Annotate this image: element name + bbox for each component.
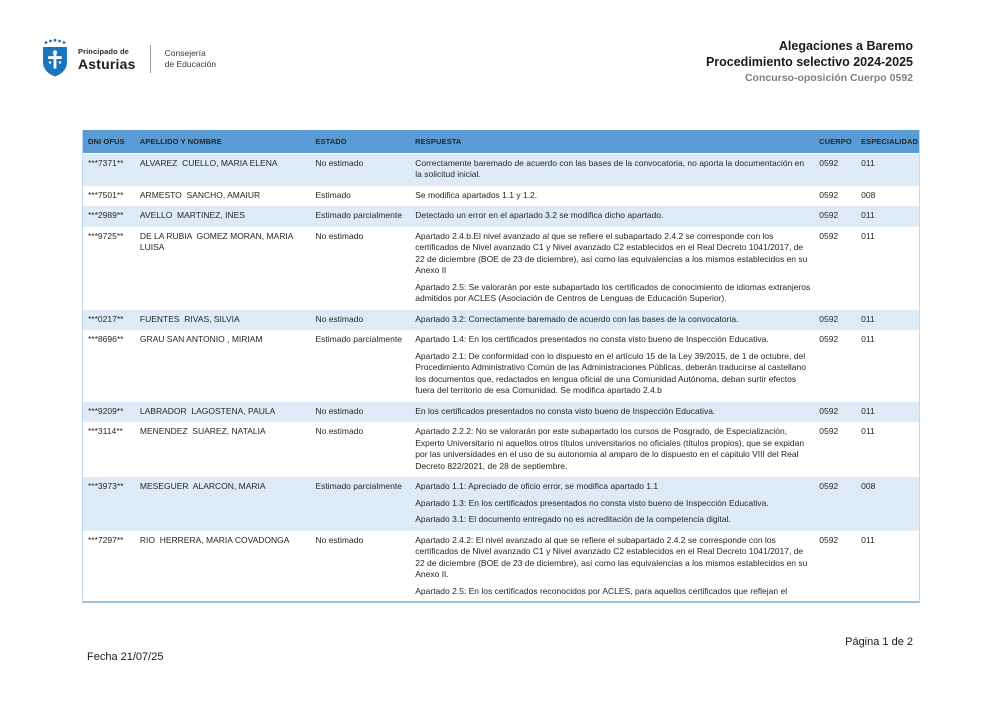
logo-asturias: Asturias (78, 55, 136, 72)
respuesta-paragraph: Apartado 1.3: En los certificados presentados no consta visto bueno de Inspección Educativa. (415, 497, 769, 508)
nombre-cell: GRAU SAN ANTONIO , MIRIAM (139, 334, 263, 344)
respuesta-cell (410, 310, 814, 330)
table-row (83, 185, 919, 206)
cuerpo-cell: 0592 (819, 313, 839, 324)
respuesta-paragraph: Apartado 1.4: En los certificados presentados no consta visto bueno de Inspección Educativa. (415, 334, 769, 344)
respuesta-paragraph: Detectado un error en el apartado 3.2 se modifica dicho apartado. (415, 210, 664, 220)
respuesta-paragraph: Apartado 2.5: Se valorarán por este subapartado los certificados de conocimiento de idiomas extranjeros admitidos por ACLES (Asociación de Centros de Lenguas de Educación Superior). (415, 281, 811, 303)
dni-cell: ***7501** (88, 189, 124, 200)
especialidad-cell: 011 (861, 313, 875, 324)
nombre-cell: FUENTES RIVAS, SILVIA (139, 313, 240, 324)
cuerpo-cell: 0592 (819, 481, 839, 491)
table-row (83, 476, 919, 530)
respuesta-paragraph: Apartado 2.2.2: No se valorarán por este subapartado los cursos de Posgrado, de Especialización, Experto Universitario ni aquellos otros títulos universitarios no oficiales (títulos propios), que se expidan por las universidades en el uso de su autonomia al amparo de lo dispuesto en el capitulo VIII del Real Decreto 822/2021, de 28 de septiembre. (415, 426, 805, 471)
asturias-shield-icon (40, 38, 70, 80)
nombre-cell: ALVAREZ CUELLO, MARIA ELENA (139, 157, 278, 168)
especialidad-cell: 011 (861, 334, 875, 344)
respuesta-paragraph: Apartado 1.1: Apreciado de oficio error, se modifica apartado 1.1 (415, 481, 659, 491)
especialidad-cell: 011 (861, 157, 875, 168)
especialidad-cell: 011 (861, 210, 875, 220)
table-row (83, 530, 919, 602)
dni-cell: ***0217** (88, 313, 124, 324)
subtitle-concurso: Concurso-oposición Cuerpo 0592 (744, 71, 913, 84)
document-title-block (706, 38, 913, 85)
estado-cell: Estimado parcialmente (315, 481, 402, 491)
respuesta-cell (410, 227, 814, 309)
especialidad-cell: 011 (861, 534, 875, 545)
respuesta-cell (410, 422, 814, 476)
respuesta-paragraph: Apartado 2.4.b.El nivel avanzado al que se refiere el subapartado 2.4.2 se corresponde con los certificados de Nivel avanzado C1 y Nivel avanzado C2 establecidos en el Real Decreto 1041/2017, de 22 de diciembre (BOE de 23 de diciembre), así como las equivalencias a los mismos establecidos en su Anexo II (415, 230, 808, 275)
respuesta-cell (410, 154, 814, 185)
dni-cell: ***2989** (88, 210, 124, 220)
estado-cell: No estimado (315, 230, 364, 241)
dni-cell: ***9725** (88, 230, 124, 241)
cuerpo-cell: 0592 (819, 230, 839, 241)
table-row (83, 421, 919, 476)
table-body (83, 153, 919, 602)
estado-cell: No estimado (315, 405, 364, 416)
respuesta-cell (410, 402, 814, 422)
logo-consejeria-line2: de Educación (164, 59, 217, 69)
alegaciones-table (82, 130, 920, 603)
col-header-respuesta: RESPUESTA (415, 137, 462, 146)
table-row (83, 205, 919, 226)
estado-cell: Estimado parcialmente (315, 210, 402, 220)
logo-divider (150, 45, 151, 73)
table-row (83, 309, 919, 330)
respuesta-paragraph: Apartado 2.4.2: El nivel avanzado al que se refiere el subapartado 2.4.2 se corresponde con los certificados de Nivel avanzado C1 y Nivel avanzado C2 establecidos en el Real Decreto 1041/2017, de 22 de diciembre (BOE de 23 de diciembre), así como las equivalencias a los mismos establecidos en su Anexo II. (415, 534, 808, 579)
estado-cell: No estimado (315, 157, 364, 168)
estado-cell: No estimado (315, 534, 364, 545)
logo-org-consejeria (165, 48, 217, 71)
table-row (83, 226, 919, 309)
respuesta-paragraph: Apartado 3.1: El documento entregado no es acreditación de la competencia digital. (415, 514, 731, 524)
col-header-estado: ESTADO (315, 137, 347, 146)
header-logo (40, 38, 216, 80)
table-row (83, 153, 919, 185)
logo-principado-de: Principado de (78, 46, 129, 56)
logo-org-principado (78, 47, 136, 72)
cuerpo-cell: 0592 (819, 157, 839, 168)
estado-cell: Estimado (315, 189, 351, 200)
col-header-dni: DNI OFUS (88, 137, 125, 146)
respuesta-paragraph: Correctamente baremado de acuerdo con las bases de la convocatoria, no aporta la documentación en la solicitud inicial. (415, 157, 805, 179)
table-header-row (83, 130, 919, 153)
respuesta-cell (410, 206, 814, 226)
respuesta-paragraph: En los certificados presentados no consta visto bueno de Inspección Educativa. (415, 405, 716, 416)
col-header-especialidad: ESPECIALIDAD (861, 137, 919, 146)
cuerpo-cell: 0592 (819, 426, 839, 436)
respuesta-paragraph: Se modifica apartados 1.1 y 1.2. (415, 189, 538, 200)
title-alegaciones: Alegaciones a Baremo (778, 39, 913, 53)
especialidad-cell: 011 (861, 426, 875, 436)
cuerpo-cell: 0592 (819, 334, 839, 344)
page-number: Página 1 de 2 (845, 636, 913, 648)
nombre-cell: RIO HERRERA, MARIA COVADONGA (139, 534, 290, 545)
respuesta-cell (410, 531, 814, 602)
estado-cell: Estimado parcialmente (315, 334, 402, 344)
cuerpo-cell: 0592 (819, 534, 839, 545)
title-procedimiento: Procedimiento selectivo 2024-2025 (705, 55, 913, 70)
cuerpo-cell: 0592 (819, 405, 839, 416)
especialidad-cell: 008 (861, 189, 876, 200)
respuesta-cell (410, 330, 814, 401)
nombre-cell: DE LA RUBIA GOMEZ MORAN, MARIA LUISA (139, 230, 296, 252)
estado-cell: No estimado (315, 426, 364, 436)
nombre-cell: MENENDEZ SUAREZ, NATALIA (139, 426, 266, 436)
col-header-cuerpo: CUERPO (819, 137, 852, 146)
especialidad-cell: 011 (861, 405, 875, 416)
dni-cell: ***3114** (88, 426, 123, 436)
fecha-label: Fecha 21/07/25 (87, 651, 164, 663)
dni-cell: ***3973** (88, 481, 124, 491)
respuesta-paragraph: Apartado 2.1: De conformidad con lo dispuesto en el artículo 15 de la Ley 39/2015, de 1 de octubre, del Procedimiento Administrativo Común de las Administraciones Públicas, deberán traducirse al castellano los documentos que, redactados en lengua oficial de una Comunidad Autónoma, deban surtir efectos fuera del territorio de esa Comunidad. Se modifica apartado 2.4.b (415, 350, 806, 395)
col-header-nombre: APELLIDO Y NOMBRE (139, 137, 222, 146)
dni-cell: ***9209** (88, 405, 124, 416)
dni-cell: ***7297** (88, 534, 124, 545)
especialidad-cell: 008 (861, 481, 876, 491)
table-row (83, 401, 919, 422)
nombre-cell: ARMESTO SANCHO, AMAIUR (139, 189, 261, 200)
logo-consejeria-line1: Consejería (164, 47, 206, 58)
respuesta-paragraph: Apartado 3.2: Correctamente baremado de acuerdo con las bases de la convocatoria. (415, 313, 739, 324)
respuesta-cell (410, 186, 814, 206)
nombre-cell: AVELLO MARTINEZ, INES (139, 210, 245, 220)
cuerpo-cell: 0592 (819, 189, 839, 200)
especialidad-cell: 011 (861, 230, 875, 241)
estado-cell: No estimado (315, 313, 364, 324)
nombre-cell: MESEGUER ALARCON, MARIA (139, 481, 266, 491)
cuerpo-cell: 0592 (819, 210, 839, 220)
table-row (83, 329, 919, 401)
dni-cell: ***8696** (88, 334, 124, 344)
nombre-cell: LABRADOR LAGOSTENA, PAULA (139, 405, 276, 416)
dni-cell: ***7371** (88, 157, 124, 168)
respuesta-cell (410, 477, 814, 530)
respuesta-paragraph: Apartado 2.5: En los certificados reconocidos por ACLES, para aquellos certificados que reflejan el (415, 585, 788, 596)
